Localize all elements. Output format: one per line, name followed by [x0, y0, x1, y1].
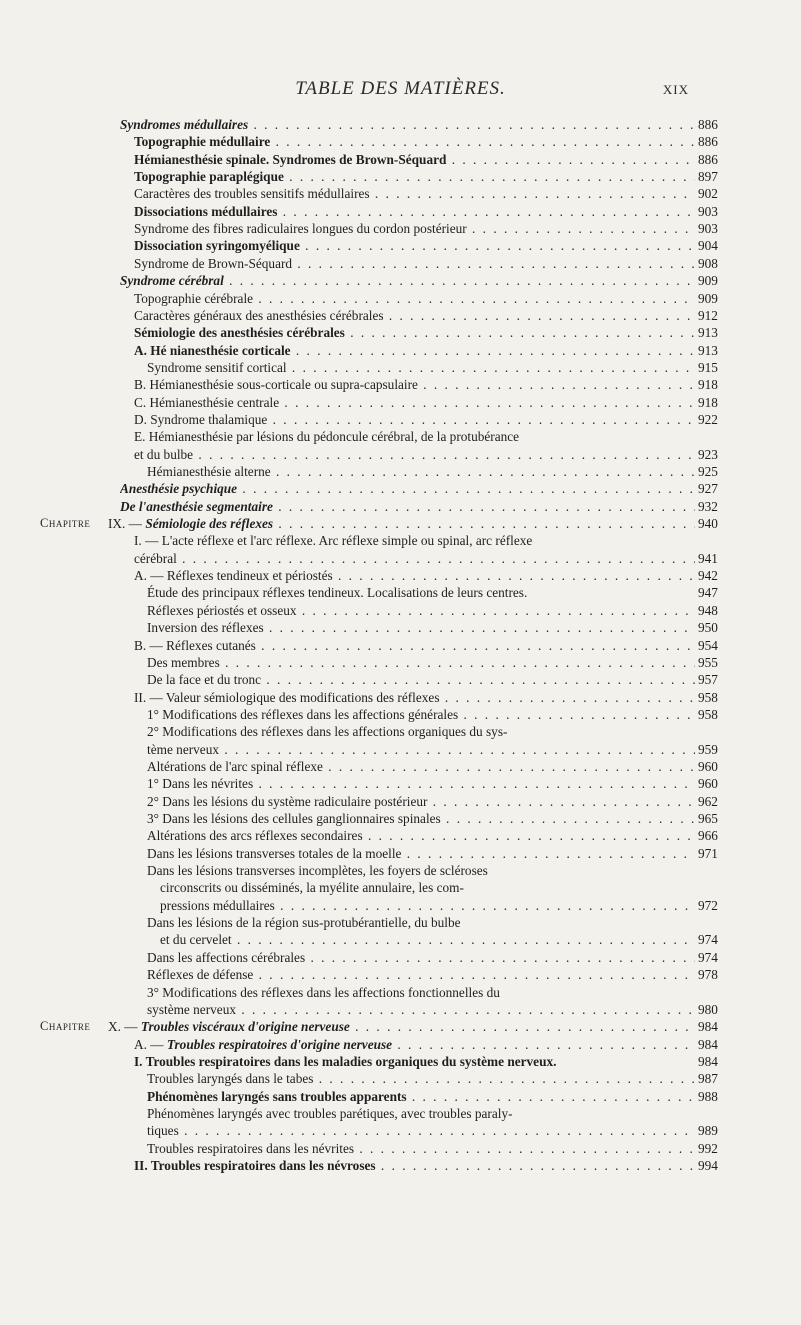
toc-entry-page: 922	[698, 411, 718, 427]
toc-entry-page: 932	[698, 498, 718, 514]
toc-entry-label: I. Troubles respiratoires dans les maladies organiques du système nerveux.	[134, 1053, 557, 1069]
toc-entry-page: 989	[698, 1123, 718, 1139]
toc-entry-label: Hémianesthésie alterne . . .	[147, 463, 695, 480]
toc-entry	[0, 220, 801, 237]
toc-entry-page: 955	[698, 654, 718, 670]
toc-entry-label: Topographie cérébrale . . .	[134, 290, 695, 307]
toc-entry-label: et du bulbe . . .	[134, 446, 695, 463]
toc-entry	[0, 810, 801, 827]
toc-entry	[0, 342, 801, 359]
toc-entry-label: B. — Réflexes cutanés . . .	[134, 637, 695, 654]
toc-entry	[0, 1036, 801, 1053]
toc-entry-label: cérébral . . .	[134, 550, 695, 567]
toc-entry	[0, 637, 801, 654]
toc-entry	[0, 133, 801, 150]
toc-entry-label: Hémianesthésie spinale. Syndromes de Brown-Séquard . . .	[134, 151, 695, 168]
toc-entry	[0, 116, 801, 133]
toc-entry-label: Troubles respiratoires dans les névrites . . .	[147, 1140, 695, 1157]
toc-entry-label: A. — Troubles respiratoires d'origine nerveuse . . .	[134, 1036, 695, 1053]
toc-entry	[0, 185, 801, 202]
toc-entry	[0, 394, 801, 411]
toc-entry-label: Altérations des arcs réflexes secondaires . . .	[147, 827, 695, 844]
toc-entry-label: Dissociation syringomyélique . . .	[134, 237, 695, 254]
toc-entry-label: Syndromes médullaires . . .	[120, 116, 695, 133]
toc-entry-label: Dissociations médullaires . . .	[134, 203, 695, 220]
toc-entry-page: 904	[698, 238, 718, 254]
toc-entry-page: 915	[698, 359, 718, 375]
toc-entry-label: De l'anesthésie segmentaire . . .	[120, 498, 695, 515]
toc-entry-label: circonscrits ou disséminés, la myélite annulaire, les com-	[160, 880, 464, 896]
toc-entry-page: 974	[698, 949, 718, 965]
toc-entry	[0, 480, 801, 497]
toc-entry-page: 913	[698, 342, 718, 358]
toc-entry-page: 962	[698, 793, 718, 809]
toc-entry-page: 902	[698, 186, 718, 202]
toc-entry-page: 942	[698, 568, 718, 584]
toc-entry-label: Caractères des troubles sensitifs médullaires . . .	[134, 185, 695, 202]
toc-entry	[0, 203, 801, 220]
toc-entry	[0, 793, 801, 810]
toc-entry	[0, 428, 801, 445]
toc-entry-page: 918	[698, 394, 718, 410]
toc-entry-label: A. Hé nianesthésie corticale . . .	[134, 342, 695, 359]
toc-entry-page: 954	[698, 637, 718, 653]
toc-entry-label: Réflexes périostés et osseux . . .	[147, 602, 695, 619]
toc-entry-label: Dans les affections cérébrales . . .	[147, 949, 695, 966]
toc-entry	[0, 723, 801, 740]
toc-entry-page: 957	[698, 672, 718, 688]
toc-entry-page: 965	[698, 811, 718, 826]
toc-entry-label: tème nerveux . . .	[147, 741, 695, 758]
toc-entry-label: tiques . . .	[147, 1122, 695, 1139]
toc-entry-page: 948	[698, 602, 718, 618]
toc-entry-page: 923	[698, 446, 718, 462]
toc-entry-page: 947	[698, 585, 718, 601]
toc-entry	[0, 446, 801, 463]
toc-entry-page: 960	[698, 776, 718, 792]
toc-entry-label: C. Hémianesthésie centrale . . .	[134, 394, 695, 411]
toc-entry	[0, 168, 801, 185]
toc-entry	[0, 758, 801, 775]
toc-entry-page: 994	[698, 1158, 718, 1173]
toc-entry-label: Syndrome sensitif cortical . . .	[147, 359, 695, 376]
toc-entry-page: 909	[698, 290, 718, 306]
toc-entry-label: Caractères généraux des anesthésies cérébrales . . .	[134, 307, 695, 324]
toc-entry-label: 1° Modifications des réflexes dans les affections générales . . .	[147, 706, 695, 723]
toc-entry-page: 886	[698, 117, 718, 132]
toc-entry-page: 959	[698, 741, 718, 757]
toc-entry-label: Topographie paraplégique . . .	[134, 168, 695, 185]
toc-entry-label: Syndrome cérébral . . .	[120, 272, 695, 289]
toc-entry-page: 941	[698, 550, 718, 566]
toc-entry	[0, 532, 801, 549]
toc-entry	[0, 272, 801, 289]
toc-entry	[0, 1105, 801, 1122]
toc-entry-label: Anesthésie psychique . . .	[120, 480, 695, 497]
toc-entry	[0, 827, 801, 844]
toc-entry-label: Syndrome des fibres radiculaires longues du cordon postérieur . . .	[134, 220, 695, 237]
toc-entry-page: 897	[698, 169, 718, 185]
toc-entry	[0, 879, 801, 896]
toc-entry-page: 903	[698, 203, 718, 219]
toc-entry	[0, 741, 801, 758]
toc-entry	[0, 1157, 801, 1174]
toc-entry	[0, 602, 801, 619]
toc-entry-label: I. — L'acte réflexe et l'arc réflexe. Arc réflexe simple ou spinal, arc réflexe	[134, 533, 533, 549]
toc-entry	[0, 619, 801, 636]
toc-entry-label: E. Hémianesthésie par lésions du pédoncule cérébral, de la protubérance	[134, 429, 520, 445]
toc-entry-label: Étude des principaux réflexes tendineux. Localisations de leurs centres.	[147, 585, 528, 601]
toc-entry-page: 992	[698, 1140, 718, 1156]
toc-entry-label: II. — Valeur sémiologique des modifications des réflexes . . .	[134, 689, 695, 706]
toc-entry-page: 987	[698, 1071, 718, 1087]
toc-entry-label: et du cervelet . . .	[160, 931, 695, 948]
toc-entry-page: 988	[698, 1088, 718, 1104]
toc-entry	[0, 307, 801, 324]
toc-entry-page: 984	[698, 1036, 718, 1052]
toc-entry	[0, 1001, 801, 1018]
toc-entry	[0, 290, 801, 307]
toc-entry-label: Topographie médullaire . . .	[134, 133, 695, 150]
toc-entry	[0, 376, 801, 393]
toc-entry	[0, 845, 801, 862]
toc-entry-page: 958	[698, 706, 718, 722]
toc-entry-label: B. Hémianesthésie sous-corticale ou supra-capsulaire . . .	[134, 376, 695, 393]
toc-entry	[0, 498, 801, 515]
toc-entry-page: 908	[698, 255, 718, 271]
toc-entry-page: 940	[698, 516, 718, 532]
toc-entry	[0, 966, 801, 983]
toc-entry	[0, 550, 801, 567]
toc-entry	[0, 324, 801, 341]
toc-entry	[0, 931, 801, 948]
toc-entry-label: De la face et du tronc . . .	[147, 671, 695, 688]
page-header	[0, 78, 801, 102]
toc-entry-page: 912	[698, 307, 718, 323]
toc-entry	[0, 584, 801, 601]
toc-entry	[0, 706, 801, 723]
toc-entry-label: Sémiologie des anesthésies cérébrales . . .	[134, 324, 695, 341]
toc-entry-page: 984	[698, 1019, 718, 1035]
toc-entry	[0, 949, 801, 966]
toc-entry-label: Phénomènes laryngés avec troubles parétiques, avec troubles paraly-	[147, 1105, 513, 1121]
toc-entry-page: 974	[698, 932, 718, 948]
toc-entry-label: Altérations de l'arc spinal réflexe . . .	[147, 758, 695, 775]
toc-entry-label: Troubles laryngés dans le tabes . . .	[147, 1070, 695, 1087]
page-number: XIX	[662, 82, 689, 97]
toc-entry-page: 918	[698, 377, 718, 393]
toc-entry-page: 903	[698, 221, 718, 237]
toc-entry-label: 1° Dans les névrites . . .	[147, 775, 695, 792]
toc-entry-page: 978	[698, 967, 718, 983]
toc-entry-label: Phénomènes laryngés sans troubles apparents . . .	[147, 1088, 695, 1105]
toc-entry	[0, 567, 801, 584]
toc-entry-label: A. — Réflexes tendineux et périostés . . .	[134, 567, 695, 584]
toc-entry-page: 927	[698, 481, 718, 497]
toc-entry-page: 984	[698, 1053, 718, 1069]
toc-entry	[0, 237, 801, 254]
toc-entry-page: 972	[698, 897, 718, 913]
toc-entry	[0, 411, 801, 428]
toc-entry-label: 2° Dans les lésions du système radiculaire postérieur . . .	[147, 793, 695, 810]
toc-entry	[0, 654, 801, 671]
toc-entry	[0, 862, 801, 879]
toc-entry-page: 886	[698, 134, 718, 150]
toc-entry	[0, 1018, 801, 1035]
toc-entry	[0, 359, 801, 376]
toc-entry-page: 950	[698, 620, 718, 636]
toc-entry	[0, 1140, 801, 1157]
toc-entry-label: Des membres . . .	[147, 654, 695, 671]
toc-entry-label: X. — Troubles viscéraux d'origine nerveuse . . .	[108, 1018, 695, 1035]
toc-entry-page: 958	[698, 689, 718, 705]
toc-entry	[0, 1053, 801, 1070]
toc-entry-label: Dans les lésions transverses totales de la moelle . . .	[147, 845, 695, 862]
toc-entry-label: 2° Modifications des réflexes dans les affections organiques du sys-	[147, 724, 508, 740]
toc-entry-label: D. Syndrome thalamique . . .	[134, 411, 695, 428]
toc-entry	[0, 984, 801, 1001]
toc-entry	[0, 463, 801, 480]
toc-entry-label: 3° Dans les lésions des cellules ganglionnaires spinales . . .	[147, 810, 695, 827]
toc-entry-label: 3° Modifications des réflexes dans les affections fonctionnelles du	[147, 984, 500, 1000]
toc-entry	[0, 1088, 801, 1105]
toc-entry	[0, 914, 801, 931]
toc-entry	[0, 671, 801, 688]
toc-entry-label: Dans les lésions de la région sus-protubérantielle, du bulbe	[147, 915, 461, 931]
toc-entry	[0, 1122, 801, 1139]
toc-entry	[0, 1070, 801, 1087]
toc-entry	[0, 515, 801, 532]
toc-entry-page: 966	[698, 828, 718, 844]
toc-entry	[0, 689, 801, 706]
chapter-prefix: Chapitre	[40, 1019, 91, 1034]
toc-entry-page: 971	[698, 845, 718, 861]
toc-entry-page: 909	[698, 273, 718, 289]
toc-entry-page: 960	[698, 758, 718, 774]
toc-entry-page: 886	[698, 151, 718, 167]
toc-entry-label: Dans les lésions transverses incomplètes, les foyers de scléroses	[147, 863, 488, 879]
page-title: TABLE DES MATIÈRES.	[295, 78, 506, 99]
toc-entry	[0, 897, 801, 914]
toc-entry-label: IX. — Sémiologie des réflexes . . .	[108, 515, 695, 532]
toc-entry-page: 980	[698, 1001, 718, 1017]
toc-entry-label: II. Troubles respiratoires dans les névroses . . .	[134, 1157, 695, 1174]
toc-entry-label: pressions médullaires . . .	[160, 897, 695, 914]
toc-entry	[0, 255, 801, 272]
chapter-prefix: Chapitre	[40, 516, 91, 531]
toc-entry-label: Syndrome de Brown-Séquard . . .	[134, 255, 695, 272]
toc-entry-label: Inversion des réflexes . . .	[147, 619, 695, 636]
toc-entry-page: 913	[698, 325, 718, 341]
toc-entry	[0, 151, 801, 168]
toc-entry-label: système nerveux . . .	[147, 1001, 695, 1018]
toc-entry-page: 925	[698, 464, 718, 479]
toc-entry	[0, 775, 801, 792]
toc-entry-label: Réflexes de défense . . .	[147, 966, 695, 983]
